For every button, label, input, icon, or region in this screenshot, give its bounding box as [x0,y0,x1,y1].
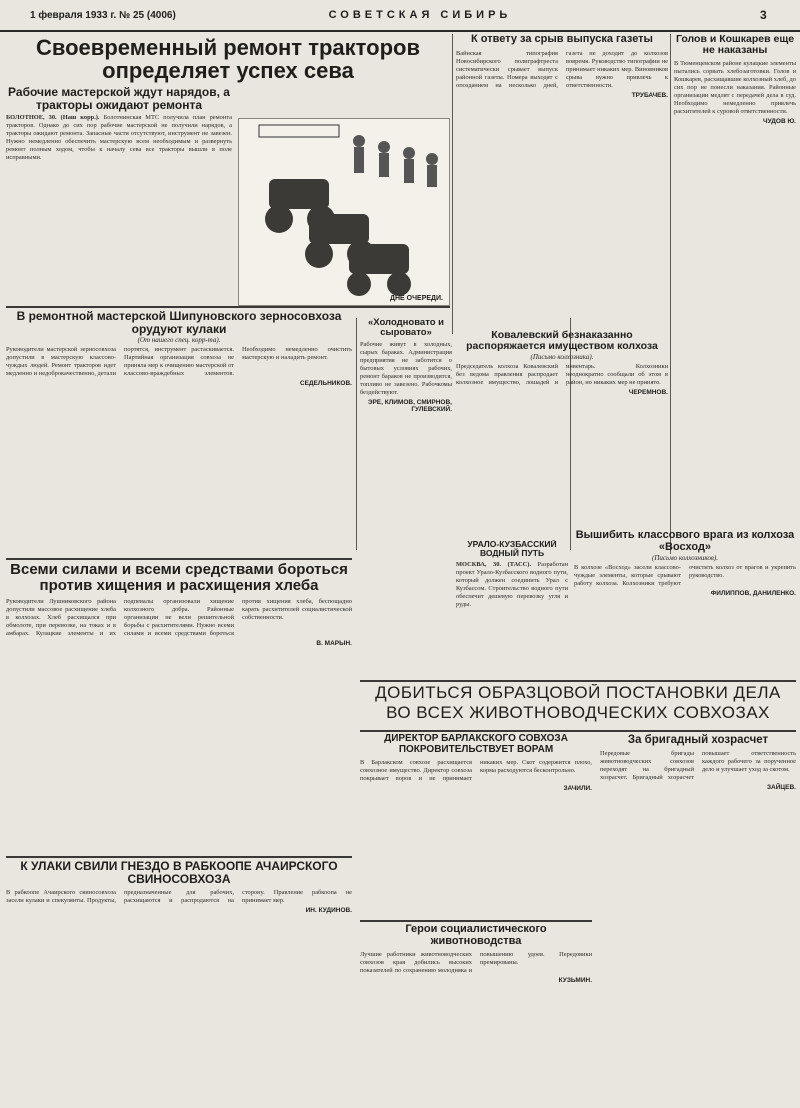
banner-line1: ДОБИТЬСЯ ОБРАЗЦОВОЙ ПОСТАНОВКИ ДЕЛА [375,684,781,702]
headline: В ремонтной мастерской Шипуновского зерносовхоза орудуют кулаки [16,310,342,336]
column-rule [670,34,671,554]
headline: К ответу за срыв выпуска газеты [471,34,653,45]
section-rule [6,306,450,308]
subhead: (От нашего спец. корр-та). [137,336,221,345]
article-achinsk [6,860,352,1104]
headline: Вышибить классового врага из колхоза «Восход» [575,530,795,553]
article-body: Болотнинская МТС получила план ремонта тракторов. Однако до сих пор рабочие мастерской не получили нарядов, а тракторы ожидают ремонта. Запасные части отсутствуют, инструмент не завезен. Нужно немедленно обеспечить мастерскую всем необходимым и развернуть ремонт полным ходом, чтобы к началу сева все тракторы вышли в поле исправными. [6,114,232,162]
article-body: Руководители Лушниковского района допустили массовое расхищение хлеба в колхозах. Хлеб расхищался при обмолоте, при перевозке, на токах и в амбарах. Кулацкие элементы и их подпевалы организовали хищение колхозного добра. Районные организации не вели решительной борьбы с расхитителями. Нужно всеми силами и всеми средствами бороться против хищения хлеба, беспощадно карать расхитителей социалистической собственности. [6,597,352,637]
signature: ЧУДОВ Ю. [763,118,796,126]
headline: Своевременный ремонт тракторов определяет успех сева [36,35,420,84]
signature: ФИЛИППОВ, ДАНИЛЕНКО. [710,590,796,598]
article-kovalevsky [456,330,668,530]
dateline: БОЛОТНОЕ, 30. (Наш корр.). [6,114,100,122]
section-rule [360,920,592,922]
article-body: Руководители мастерской зерносовхоза допустили в мастерскую классово-чуждых людей. Ремонт тракторов идет медленно и недоброкачественно, детали портятся, инструмент растаскивается. Партийная организация совхоза не приняла мер к очищению мастерской от классово-враждебных элементов. Необходимо немедленно очистить мастерскую и наладить ремонт. [6,346,352,378]
dateline: МОСКВА, 30. (ТАСС). [456,560,531,568]
article-kholodno [360,318,452,550]
headline: УРАЛО-КУЗБАССКИЙ ВОДНЫЙ ПУТЬ [467,540,557,558]
signature: ТРУБАЧЕВ. [631,91,668,99]
banner-rule [360,680,796,682]
article-body: В Барлакском совхозе расхищается совхозное имущество. Директор совхоза покрывает воров и не принимает никаких мер. Скот содержится плохо, корма расходуются бесконтрольно. [360,759,592,782]
signature: ЗАЙЦЕВ. [766,784,796,792]
article-newspaper [456,34,668,326]
headline: Всеми силами и всеми средствами бороться против хищения и расхищения хлеба [10,562,348,594]
article-brigade [600,734,796,1104]
headline: Ковалевский безнаказанно распоряжается имуществом колхоза [466,330,658,353]
column-rule [356,318,357,550]
paper-name: СОВЕТСКАЯ СИБИРЬ [328,9,512,21]
signature: КУЗЬМИН. [558,977,592,985]
article-golov [674,34,796,524]
article-body: В колхозе «Восход» засели классово-чуждые элементы, которые срывают работу колхоза. Колхозники требуют очистить колхоз от врагов и укрепить руководство. [574,564,796,588]
signature: ЧЕРЕМНОВ. [628,389,668,397]
headline: ДИРЕКТОР БАРЛАКСКОГО СОВХОЗА ПОКРОВИТЕЛЬСТВУЕТ ВОРАМ [384,734,568,755]
section-rule [6,558,352,560]
issue-line: 1 февраля 1933 г. № 25 (4006) [30,10,176,21]
article-khishcheniya [6,562,352,852]
section-rule [6,856,352,858]
banner-line2: ВО ВСЕХ ЖИВОТНОВОДЧЕСКИХ СОВХОЗАХ [386,702,770,722]
headline: За бригадный хозрасчет [627,734,769,746]
headline: «Холодновато и сыровато» [367,318,445,338]
article-body: В Тюменцевском районе кулацкие элементы пытались сорвать хлебозаготовки. Голов и Кошкарев, расхищавшие колхозный хлеб, до сих пор не понесли наказания. Районные организации медлят с передачей дела в суд. Необходимо немедленно привлечь расхитителей к суровой ответственности. [674,60,796,116]
signature: ЗАЧИЛИ. [563,785,592,792]
signature: В. МАРЫН. [316,639,352,647]
livestock-banner [360,684,796,728]
article-barlak [360,734,592,916]
subhead: Рабочие мастерской ждут нарядов, а тракторы ожидают ремонта [8,85,230,112]
article-vyshibit [574,530,796,680]
article-body: Лучшие работники животноводческих совхозов края добились высоких показателей по сохранению молодняка и повышению удоев. Передовики премированы. [360,951,592,975]
article-heroes [360,924,592,1104]
article-body: Председатель колхоза Ковалевский без ведома правления распродает колхозное имущество, лошадей и инвентарь. Колхозники неоднократно сообщали об этом в район, но никаких мер не принято. [456,363,668,387]
banner-rule [360,730,796,732]
masthead [0,0,800,32]
headline: Голов и Кошкарев еще не наказаны [675,34,795,57]
article-shipunovsky [6,310,352,558]
tractors-cartoon [239,119,449,305]
headline: Герои социалистического животноводства [405,924,547,947]
illustration-caption: ДНЕ ОЧЕРЕДИ. [390,295,443,302]
column-rule [452,34,453,334]
subhead: (Письмо колхозников). [652,554,718,563]
article-body: Рабочие живут в холодных, сырых бараках. Администрация предприятия не заботится о бытовых условиях рабочих, ремонт бараков не производится, топливо не завезено. Рабочкомы бездействуют. [360,340,452,396]
headline: К УЛАКИ СВИЛИ ГНЕЗДО В РАБКООПЕ АЧАИРСКОГО СВИНОСОВХОЗА [20,860,338,886]
signature: ЭРЕ, КЛИМОВ, СМИРНОВ, ГУЛЕВСКИЙ. [367,398,452,413]
article-body: Разработан проект Урало-Кузбасского водного пути, который должен соединить Урал с Кузбассом. Строительство водного пути обеспечит дешевую перевозку угля и руды. [456,560,568,608]
article-body: Вайнская типография Новосибирского полиграфтреста систематически срывает выпуск районной газеты. Номера выходят с опозданием на несколько дней, газета не доходит до колхозов вовремя. Руководство типографии не принимает никаких мер. Виновников срыва нужно привлечь к ответственности. [456,49,668,89]
page-number: 3 [760,8,767,22]
signature: ИН. КУДИНОВ. [305,907,352,915]
article-body: В рабкоопе Ачаирского свиносовхоза засели кулаки и спекулянты. Продукты, предназначенные для рабочих, расхищаются и распродаются на сторону. Правление рабкоопа не принимает мер. [6,889,352,905]
signature: СЕДЕЛЬНИКОВ. [299,380,352,388]
article-body: Передовые бригады животноводческих совхозов переходят на бригадный хозрасчет. Бригадный хозрасчет повышает ответственность каждого рабочего за порученное дело и улучшает уход за скотом. [600,750,796,782]
article-uralo [456,540,568,672]
subhead: (Письмо колхозника). [530,353,594,362]
tractor-illustration [238,118,450,306]
